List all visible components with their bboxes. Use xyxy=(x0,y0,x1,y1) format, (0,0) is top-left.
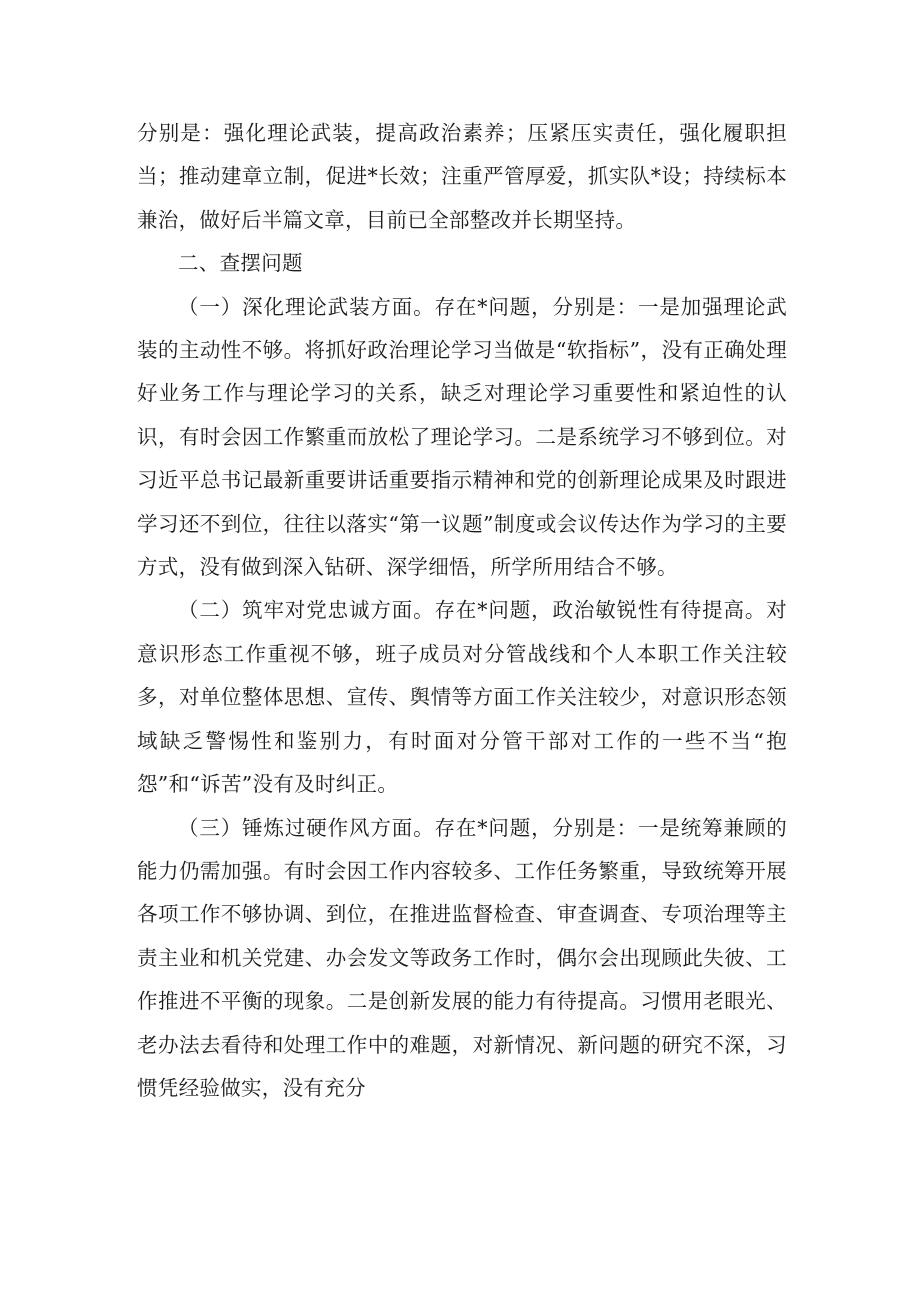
paragraph-item-2: （二）筑牢对党忠诚方面。存在*问题，政治敏锐性有待提高。对意识形态工作重视不够，班子成员对分管战线和个人本职工作关注较多，对单位整体思想、宣传、舆情等方面工作关注较少，对意识形态领域缺乏警惕性和鉴别力，有时面对分管干部对工作的一些不当“抱怨”和“诉苦”没有及时纠正。 xyxy=(137,598,787,797)
document-page xyxy=(137,112,787,1110)
section-heading: 二、查摆问题 xyxy=(178,251,303,276)
paragraph-intro-continuation: 分别是：强化理论武装，提高政治素养；压紧压实责任，强化履职担当；推动建章立制，促进*长效；注重严管厚爱，抓实队*设；持续标本兼治，做好后半篇文章，目前已全部整改并长期坚持。 xyxy=(137,121,787,232)
paragraph-item-3: （三）锤炼过硬作风方面。存在*问题，分别是：一是统筹兼顾的能力仍需加强。有时会因工作内容较多、工作任务繁重，导致统筹开展各项工作不够协调、到位，在推进监督检查、审查调查、专项治理等主责主业和机关党建、办会发文等政务工作时，偶尔会出现顾此失彼、工作推进不平衡的现象。二是创新发展的能力有待提高。习惯用老眼光、老办法去看待和处理工作中的难题，对新情况、新问题的研究不深，习惯凭经验做实，没有充分 xyxy=(137,815,787,1100)
paragraph-item-1: （一）深化理论武装方面。存在*问题，分别是：一是加强理论武装的主动性不够。将抓好政治理论学习当做是“软指标”，没有正确处理好业务工作与理论学习的关系，缺乏对理论学习重要性和紧迫性的认识，有时会因工作繁重而放松了理论学习。二是系统学习不够到位。对习近平总书记最新重要讲话重要指示精神和党的创新理论成果及时跟进学习还不到位，往往以落实“第一议题”制度或会议传达作为学习的主要方式，没有做到深入钻研、深学细悟，所学所用结合不够。 xyxy=(137,294,787,580)
